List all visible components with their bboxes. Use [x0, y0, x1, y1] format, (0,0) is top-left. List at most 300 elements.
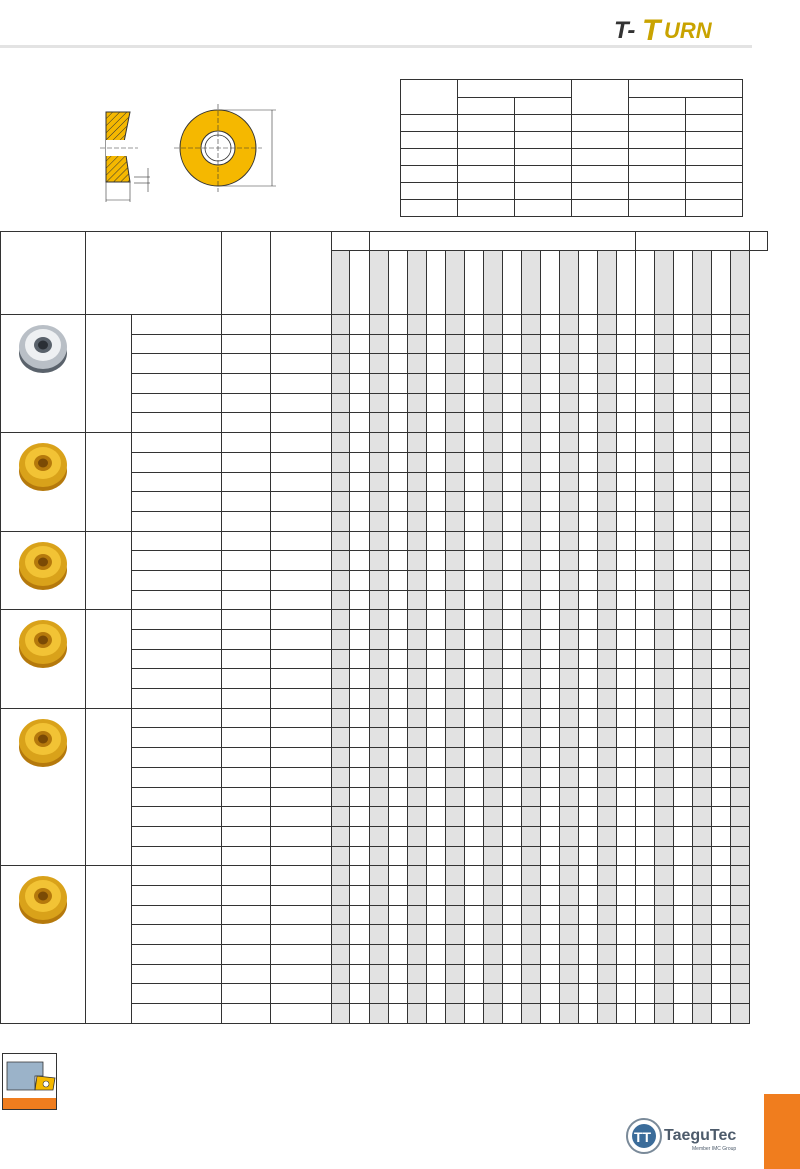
grade-availability-cell: [465, 433, 484, 453]
svg-text:T-: T-: [614, 17, 636, 44]
grade-availability-cell: [503, 669, 522, 689]
grade-availability-cell: [350, 649, 370, 669]
grade-availability-cell: [712, 610, 731, 630]
grade-availability-cell: [427, 689, 446, 709]
grade-availability-cell: [522, 807, 541, 827]
grade-availability-cell: [598, 570, 617, 590]
grade-availability-cell: [350, 551, 370, 571]
grade-availability-cell: [389, 905, 408, 925]
grade-availability-cell: [503, 689, 522, 709]
grade-availability-cell: [332, 925, 350, 945]
grade-availability-cell: [389, 472, 408, 492]
grade-availability-cell: [617, 925, 636, 945]
designation-cell: [132, 570, 222, 590]
designation-group-cell: [86, 610, 132, 708]
grade-availability-cell: [617, 374, 636, 394]
grade-availability-cell: [579, 570, 598, 590]
grade-availability-cell: [446, 649, 465, 669]
grade-availability-cell: [693, 511, 712, 531]
grade-availability-cell: [655, 354, 674, 374]
grade-availability-cell: [541, 1004, 560, 1024]
grade-availability-cell: [332, 964, 350, 984]
grade-availability-cell: [617, 885, 636, 905]
grade-availability-cell: [465, 354, 484, 374]
dimension-cell: [271, 925, 332, 945]
grade-availability-cell: [427, 551, 446, 571]
grade-availability-cell: [731, 669, 750, 689]
grade-availability-cell: [560, 354, 579, 374]
grade-availability-cell: [541, 413, 560, 433]
grade-availability-cell: [332, 452, 350, 472]
grade-availability-cell: [484, 728, 503, 748]
designation-cell: [132, 748, 222, 768]
grade-availability-cell: [522, 610, 541, 630]
dimension-cell: [271, 570, 332, 590]
grade-availability-cell: [465, 826, 484, 846]
grade-availability-cell: [579, 374, 598, 394]
grade-availability-cell: [446, 1004, 465, 1024]
grade-availability-cell: [503, 787, 522, 807]
grade-availability-cell: [712, 630, 731, 650]
grade-availability-cell: [446, 708, 465, 728]
grade-availability-cell: [408, 452, 427, 472]
designation-group-cell: [86, 531, 132, 610]
grade-availability-cell: [522, 452, 541, 472]
grade-availability-cell: [484, 511, 503, 531]
grade-availability-cell: [465, 590, 484, 610]
grade-availability-cell: [655, 433, 674, 453]
grade-availability-cell: [465, 748, 484, 768]
grade-availability-cell: [712, 334, 731, 354]
grade-availability-cell: [484, 570, 503, 590]
grade-availability-cell: [579, 669, 598, 689]
grade-availability-cell: [465, 708, 484, 728]
grade-availability-cell: [465, 728, 484, 748]
grade-availability-cell: [636, 649, 655, 669]
dimension-cell: [271, 885, 332, 905]
grade-availability-cell: [465, 964, 484, 984]
grade-availability-cell: [408, 590, 427, 610]
grade-availability-cell: [408, 984, 427, 1004]
grade-availability-cell: [598, 492, 617, 512]
grade-availability-cell: [389, 610, 408, 630]
grade-availability-cell: [560, 1004, 579, 1024]
dimension-cell: [222, 570, 271, 590]
grade-availability-cell: [332, 413, 350, 433]
grade-availability-cell: [636, 787, 655, 807]
grade-availability-cell: [446, 669, 465, 689]
grade-availability-cell: [655, 669, 674, 689]
grade-availability-cell: [617, 354, 636, 374]
grade-availability-cell: [522, 728, 541, 748]
grade-availability-cell: [712, 689, 731, 709]
grade-column-header: [712, 251, 731, 315]
designation-cell: [132, 885, 222, 905]
grade-availability-cell: [560, 315, 579, 335]
grade-availability-cell: [389, 452, 408, 472]
grade-availability-cell: [655, 964, 674, 984]
grade-availability-cell: [712, 669, 731, 689]
grade-availability-cell: [693, 649, 712, 669]
grade-availability-cell: [541, 846, 560, 866]
dimension-cell: [222, 511, 271, 531]
dim-subheader-cell: [458, 98, 515, 115]
grade-availability-cell: [332, 905, 350, 925]
grade-availability-cell: [636, 826, 655, 846]
grade-availability-cell: [350, 374, 370, 394]
grade-availability-cell: [636, 708, 655, 728]
grade-availability-cell: [636, 472, 655, 492]
grade-availability-cell: [579, 452, 598, 472]
grade-availability-cell: [693, 846, 712, 866]
grade-availability-cell: [655, 551, 674, 571]
grade-availability-cell: [636, 728, 655, 748]
grade-availability-cell: [408, 748, 427, 768]
grade-availability-cell: [332, 374, 350, 394]
grade-availability-cell: [541, 531, 560, 551]
grade-availability-cell: [332, 669, 350, 689]
grade-availability-cell: [332, 393, 350, 413]
grade-availability-cell: [674, 472, 693, 492]
grade-availability-cell: [503, 551, 522, 571]
designation-cell: [132, 767, 222, 787]
designation-cell: [132, 630, 222, 650]
grade-availability-cell: [503, 807, 522, 827]
grade-availability-cell: [484, 413, 503, 433]
grade-availability-cell: [731, 708, 750, 728]
dimension-cell: [271, 511, 332, 531]
grade-availability-cell: [408, 570, 427, 590]
grade-availability-cell: [655, 708, 674, 728]
grade-availability-cell: [693, 728, 712, 748]
grade-availability-cell: [408, 669, 427, 689]
grade-availability-cell: [446, 807, 465, 827]
grade-availability-cell: [503, 826, 522, 846]
grade-availability-cell: [484, 531, 503, 551]
grade-availability-cell: [465, 511, 484, 531]
grade-availability-cell: [522, 925, 541, 945]
grade-availability-cell: [370, 925, 389, 945]
dimension-cell: [271, 689, 332, 709]
grade-availability-cell: [446, 846, 465, 866]
grade-availability-cell: [674, 748, 693, 768]
grade-availability-cell: [579, 590, 598, 610]
grade-availability-cell: [579, 787, 598, 807]
dimension-cell: [271, 866, 332, 886]
dimension-cell: [222, 728, 271, 748]
grade-availability-cell: [731, 315, 750, 335]
grade-availability-cell: [541, 492, 560, 512]
grade-availability-cell: [465, 1004, 484, 1024]
grade-availability-cell: [617, 433, 636, 453]
grade-availability-cell: [408, 610, 427, 630]
dimension-cell: [271, 984, 332, 1004]
turning-application-icon: [2, 1053, 57, 1110]
grade-availability-cell: [408, 846, 427, 866]
grade-availability-cell: [560, 807, 579, 827]
grade-availability-cell: [712, 315, 731, 335]
grade-availability-cell: [522, 708, 541, 728]
grade-availability-cell: [332, 846, 350, 866]
grade-availability-cell: [465, 334, 484, 354]
designation-cell: [132, 846, 222, 866]
grade-availability-cell: [389, 866, 408, 886]
grade-availability-cell: [408, 374, 427, 394]
grade-availability-cell: [408, 787, 427, 807]
grade-availability-cell: [617, 551, 636, 571]
grade-availability-cell: [408, 925, 427, 945]
grade-column-header: [408, 251, 427, 315]
grade-availability-cell: [579, 393, 598, 413]
grade-availability-cell: [674, 669, 693, 689]
grade-column-header: [617, 251, 636, 315]
designation-cell: [132, 472, 222, 492]
grade-availability-cell: [693, 590, 712, 610]
grade-availability-cell: [636, 905, 655, 925]
grade-availability-cell: [579, 728, 598, 748]
dimension-cell: [271, 708, 332, 728]
grade-availability-cell: [465, 767, 484, 787]
grade-availability-cell: [370, 866, 389, 886]
grade-availability-cell: [389, 964, 408, 984]
grade-availability-cell: [389, 767, 408, 787]
grade-availability-cell: [465, 452, 484, 472]
grade-availability-cell: [693, 984, 712, 1004]
grade-availability-cell: [350, 393, 370, 413]
grade-availability-cell: [617, 570, 636, 590]
grade-availability-cell: [332, 728, 350, 748]
dimension-cell: [222, 905, 271, 925]
grade-availability-cell: [370, 413, 389, 433]
grade-availability-cell: [446, 551, 465, 571]
grade-availability-cell: [579, 433, 598, 453]
grade-column-header: [350, 251, 370, 315]
dimension-cell: [222, 354, 271, 374]
grade-availability-cell: [598, 945, 617, 965]
grade-availability-cell: [522, 630, 541, 650]
grade-availability-cell: [370, 433, 389, 453]
grade-availability-cell: [389, 413, 408, 433]
grade-availability-cell: [541, 767, 560, 787]
grade-availability-cell: [484, 551, 503, 571]
grade-availability-cell: [484, 452, 503, 472]
grade-availability-cell: [370, 630, 389, 650]
grade-availability-cell: [598, 728, 617, 748]
grade-availability-cell: [541, 787, 560, 807]
grade-availability-cell: [636, 689, 655, 709]
grade-availability-cell: [579, 354, 598, 374]
grade-availability-cell: [332, 511, 350, 531]
grade-availability-cell: [503, 945, 522, 965]
grade-availability-cell: [465, 551, 484, 571]
grade-availability-cell: [731, 984, 750, 1004]
grade-availability-cell: [617, 945, 636, 965]
grade-availability-cell: [693, 433, 712, 453]
grade-availability-cell: [617, 846, 636, 866]
grade-availability-cell: [465, 984, 484, 1004]
grade-availability-cell: [350, 767, 370, 787]
grade-availability-cell: [560, 433, 579, 453]
grade-availability-cell: [693, 374, 712, 394]
grade-availability-cell: [579, 846, 598, 866]
grade-availability-cell: [655, 807, 674, 827]
grade-column-header: [484, 251, 503, 315]
grade-availability-cell: [598, 787, 617, 807]
grade-availability-cell: [408, 649, 427, 669]
grade-availability-cell: [560, 511, 579, 531]
grade-availability-cell: [617, 531, 636, 551]
grade-availability-cell: [617, 610, 636, 630]
grade-availability-cell: [522, 492, 541, 512]
grade-availability-cell: [503, 433, 522, 453]
grade-availability-cell: [446, 452, 465, 472]
grade-availability-cell: [674, 689, 693, 709]
dimension-column-header: [222, 232, 271, 315]
grade-availability-cell: [389, 393, 408, 413]
grade-availability-cell: [370, 511, 389, 531]
grade-availability-cell: [712, 984, 731, 1004]
grade-availability-cell: [579, 413, 598, 433]
dimension-cell: [222, 945, 271, 965]
grade-availability-cell: [522, 433, 541, 453]
grade-availability-cell: [332, 472, 350, 492]
grade-group-header: [370, 232, 636, 251]
grade-availability-cell: [408, 472, 427, 492]
grade-availability-cell: [427, 846, 446, 866]
grade-availability-cell: [350, 669, 370, 689]
grade-availability-cell: [522, 984, 541, 1004]
grade-availability-cell: [503, 846, 522, 866]
grade-availability-cell: [408, 413, 427, 433]
designation-cell: [132, 866, 222, 886]
grade-availability-cell: [503, 570, 522, 590]
grade-availability-cell: [370, 984, 389, 1004]
dimension-cell: [222, 1004, 271, 1024]
grade-availability-cell: [332, 649, 350, 669]
grade-availability-cell: [332, 787, 350, 807]
grade-availability-cell: [560, 767, 579, 787]
grade-availability-cell: [674, 984, 693, 1004]
grade-availability-cell: [446, 885, 465, 905]
grade-availability-cell: [712, 531, 731, 551]
designation-cell: [132, 551, 222, 571]
grade-availability-cell: [389, 728, 408, 748]
grade-column-header: [674, 251, 693, 315]
grade-availability-cell: [446, 984, 465, 1004]
grade-availability-cell: [427, 866, 446, 886]
grade-availability-cell: [389, 708, 408, 728]
designation-cell: [132, 787, 222, 807]
designation-cell: [132, 393, 222, 413]
grade-availability-cell: [655, 866, 674, 886]
grade-availability-cell: [484, 393, 503, 413]
grade-availability-cell: [617, 452, 636, 472]
grade-availability-cell: [674, 551, 693, 571]
grade-column-header: [503, 251, 522, 315]
grade-availability-cell: [579, 885, 598, 905]
grade-availability-cell: [484, 334, 503, 354]
grade-availability-cell: [427, 393, 446, 413]
dim-row: [401, 132, 743, 149]
grade-availability-cell: [655, 826, 674, 846]
dimension-table: [400, 79, 743, 217]
dimension-cell: [271, 374, 332, 394]
designation-cell: [132, 905, 222, 925]
grade-availability-cell: [503, 925, 522, 945]
grade-availability-cell: [465, 393, 484, 413]
grade-availability-cell: [408, 334, 427, 354]
grade-availability-cell: [636, 570, 655, 590]
grade-availability-cell: [617, 630, 636, 650]
grade-availability-cell: [465, 315, 484, 335]
grade-availability-cell: [427, 826, 446, 846]
dimension-cell: [222, 807, 271, 827]
grade-availability-cell: [465, 374, 484, 394]
grade-availability-cell: [712, 393, 731, 413]
grade-availability-cell: [332, 1004, 350, 1024]
grade-availability-cell: [655, 334, 674, 354]
grade-availability-cell: [370, 531, 389, 551]
grade-availability-cell: [598, 925, 617, 945]
grade-availability-cell: [332, 807, 350, 827]
grade-availability-cell: [712, 413, 731, 433]
dimension-cell: [271, 807, 332, 827]
insert-geometry-drawing: [90, 92, 280, 217]
grade-availability-cell: [332, 708, 350, 728]
grade-availability-cell: [693, 669, 712, 689]
dim-subheader-cell: [515, 98, 572, 115]
grade-availability-cell: [655, 511, 674, 531]
grade-availability-cell: [389, 748, 408, 768]
grade-availability-cell: [560, 649, 579, 669]
grade-availability-cell: [731, 354, 750, 374]
grade-availability-cell: [712, 748, 731, 768]
grade-availability-cell: [579, 1004, 598, 1024]
grade-availability-cell: [693, 826, 712, 846]
dimension-cell: [271, 315, 332, 335]
grade-availability-cell: [617, 393, 636, 413]
grade-availability-cell: [503, 374, 522, 394]
grade-availability-cell: [598, 531, 617, 551]
grade-availability-cell: [408, 630, 427, 650]
dim-header-cell: [572, 80, 629, 115]
grade-availability-cell: [332, 885, 350, 905]
grade-availability-cell: [731, 570, 750, 590]
grade-column-header: [731, 251, 750, 315]
grade-availability-cell: [484, 669, 503, 689]
grade-availability-cell: [522, 649, 541, 669]
grade-availability-cell: [465, 531, 484, 551]
grade-availability-cell: [484, 787, 503, 807]
grade-availability-cell: [598, 708, 617, 728]
grade-availability-cell: [693, 767, 712, 787]
dimension-cell: [222, 649, 271, 669]
grade-column-header: [541, 251, 560, 315]
grade-availability-cell: [712, 570, 731, 590]
grade-availability-cell: [731, 531, 750, 551]
grade-availability-cell: [389, 925, 408, 945]
designation-cell: [132, 728, 222, 748]
grade-availability-cell: [598, 905, 617, 925]
grade-availability-cell: [484, 590, 503, 610]
grade-availability-cell: [350, 925, 370, 945]
grade-availability-cell: [446, 748, 465, 768]
dimension-cell: [222, 472, 271, 492]
grade-availability-cell: [389, 492, 408, 512]
svg-text:T: T: [642, 14, 661, 44]
grade-availability-cell: [541, 354, 560, 374]
grade-availability-cell: [522, 905, 541, 925]
